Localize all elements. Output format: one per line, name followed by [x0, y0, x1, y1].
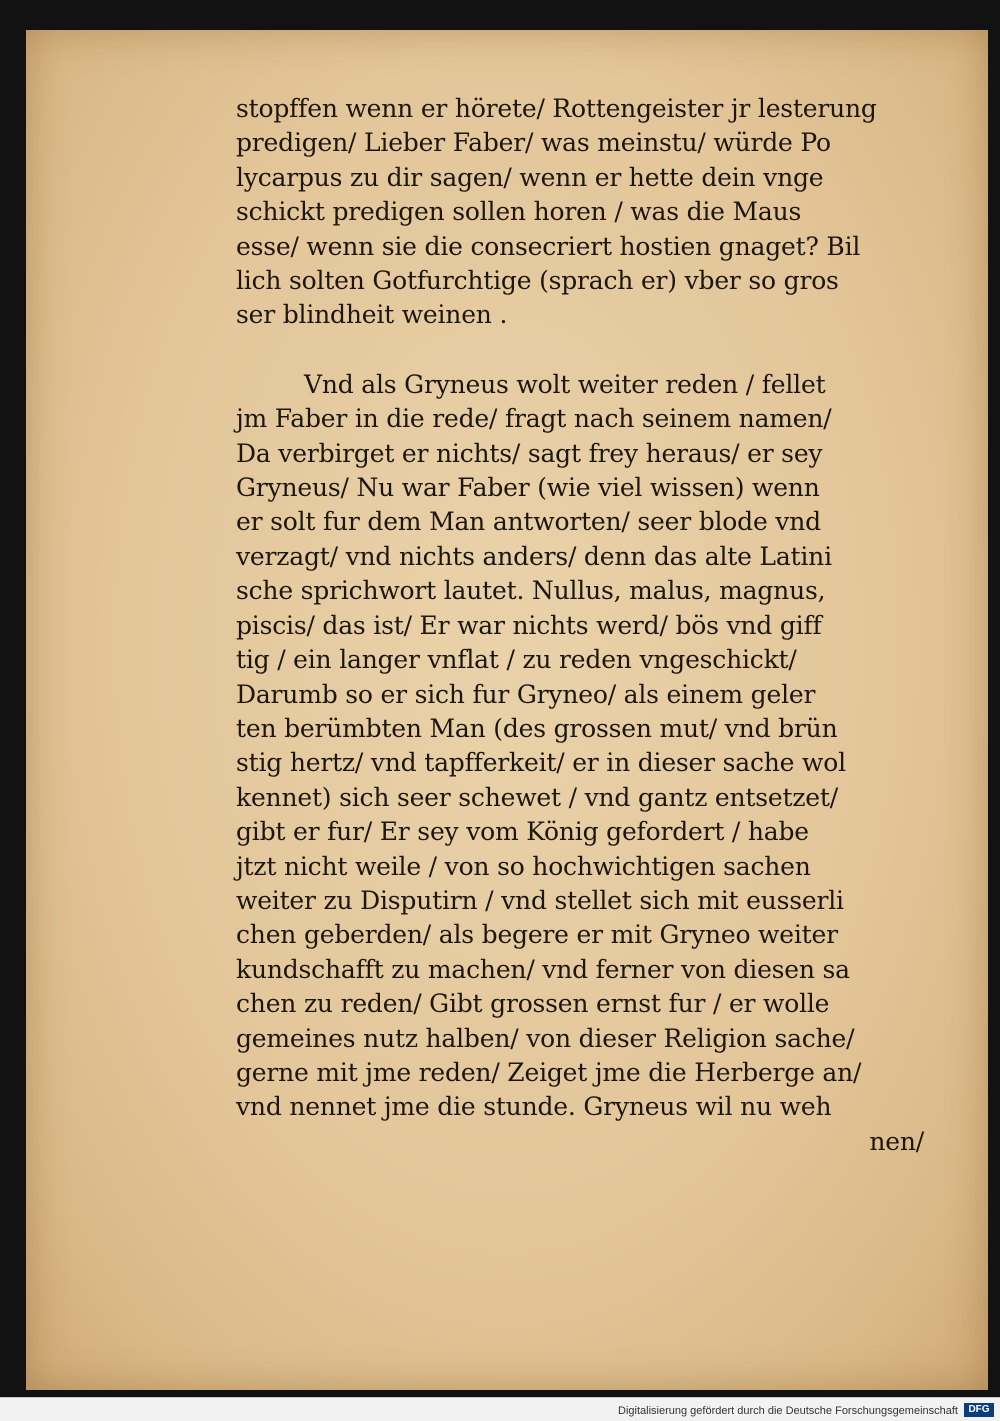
text-line: vnd nennet jme die stunde. Gryneus wil nu weh: [236, 1092, 832, 1122]
text-line: esse/ wenn sie die consecriert hostien gnaget? Bil: [236, 231, 861, 261]
text-line: weiter zu Disputirn / vnd stellet sich mit eusserli: [236, 885, 844, 915]
paragraph-spacer: [236, 333, 936, 368]
text-line: jm Faber in die rede/ fragt nach seinem namen/: [236, 404, 832, 434]
paragraph-2: [236, 368, 936, 1125]
text-line: stopffen wenn er hörete/ Rottengeister jr lesterung: [236, 94, 877, 123]
text-line: tig / ein langer vnflat / zu reden vngeschickt/: [236, 645, 797, 675]
text-line: Vnd als Gryneus wolt weiter reden / fellet: [304, 369, 826, 399]
text-line: jtzt nicht weile / von so hochwichtigen sachen: [236, 851, 811, 881]
text-line: lycarpus zu dir sagen/ wenn er hette dein vnge: [236, 162, 824, 192]
text-line: verzagt/ vnd nichts anders/ denn das alte Latini: [236, 541, 832, 571]
page-text: [236, 92, 936, 1159]
text-line: predigen/ Lieber Faber/ was meinstu/ würde Po: [236, 128, 831, 158]
text-line: kundschafft zu machen/ vnd ferner von diesen sa: [236, 954, 850, 984]
text-line: sche sprichwort lautet. Nullus, malus, magnus,: [236, 576, 826, 606]
catchword: nen/: [869, 1126, 924, 1156]
dfg-logo-icon: DFG: [964, 1403, 994, 1417]
text-line: ser blindheit weinen .: [236, 300, 508, 330]
text-line: er solt fur dem Man antworten/ seer blode vnd: [236, 507, 821, 537]
text-line: chen zu reden/ Gibt grossen ernst fur / er wolle: [236, 989, 830, 1019]
text-line: ten berümbten Man (des grossen mut/ vnd brün: [236, 713, 838, 743]
text-line: kennet) sich seer schewet / vnd gantz entsetzet/: [236, 782, 838, 812]
text-line: Gryneus/ Nu war Faber (wie viel wissen) wenn: [236, 473, 820, 503]
text-line: schickt predigen sollen horen / was die Maus: [236, 197, 802, 227]
text-line: gibt er fur/ Er sey vom König gefordert / habe: [236, 817, 809, 847]
text-line: Darumb so er sich fur Gryneo/ als einem geler: [236, 679, 816, 709]
text-line: lich solten Gotfurchtige (sprach er) vber so gros: [236, 266, 839, 296]
funding-notice: Digitalisierung gefördert durch die Deutsche Forschungsgemeinschaft: [618, 1405, 958, 1417]
text-line: Da verbirget er nichts/ sagt frey heraus/ er sey: [236, 438, 823, 468]
text-line: piscis/ das ist/ Er war nichts werd/ bös vnd giff: [236, 610, 822, 640]
text-line: chen geberden/ als begere er mit Gryneo weiter: [236, 920, 838, 950]
footer-bar: [0, 1397, 1000, 1421]
text-line: gemeines nutz halben/ von dieser Religion sache/: [236, 1023, 855, 1053]
text-line: stig hertz/ vnd tapfferkeit/ er in dieser sache wol: [236, 748, 846, 778]
text-line: gerne mit jme reden/ Zeiget jme die Herberge an/: [236, 1057, 862, 1087]
paragraph-1: [236, 92, 936, 333]
